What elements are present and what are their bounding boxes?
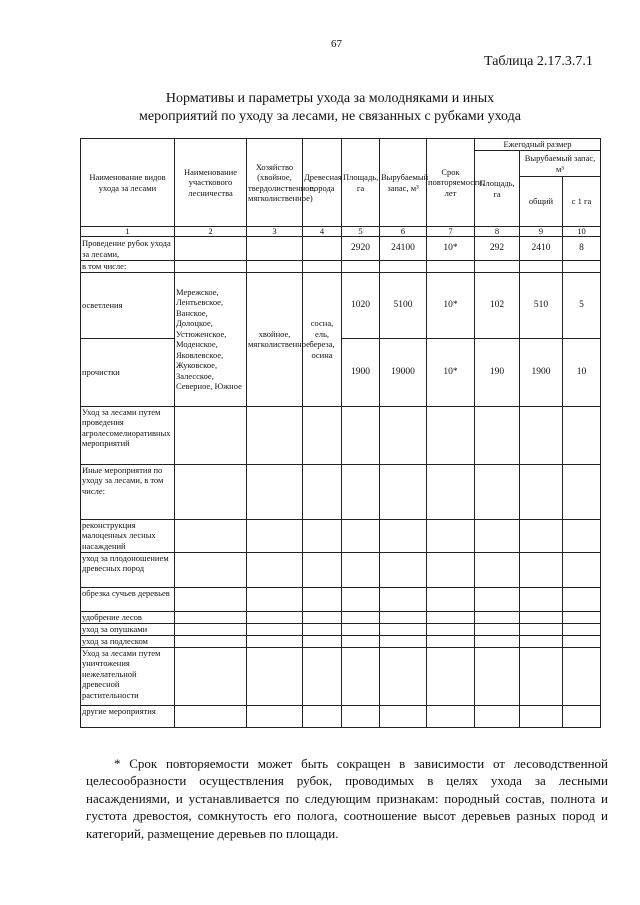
clarification-annual-total: 510 <box>520 272 563 338</box>
norms-table <box>80 138 601 728</box>
row-pruning: обрезка сучьев деревьев <box>81 587 175 611</box>
tree-species: сосна, ель, береза, осина <box>303 272 342 406</box>
row-misc: другие мероприятия <box>81 705 175 727</box>
table-row <box>81 635 601 647</box>
row-including: в том числе: <box>81 261 175 273</box>
row-other: Иные мероприятия по уходу за лесами, в том числе: <box>81 464 175 519</box>
cleaning-annual-per-ha: 10 <box>563 338 601 406</box>
header-annual-total: общий <box>520 177 563 227</box>
forestries-list: Мережское, Лентьевское, Ванское, Долоцкое, Устюженское, Моденское, Яковлевское, Жуковское, Залесское, Северное, Южное <box>175 272 247 406</box>
total-annual-total: 2410 <box>520 237 563 261</box>
row-edges: уход за опушками <box>81 623 175 635</box>
row-fertilizing: удобрение лесов <box>81 611 175 623</box>
table-row <box>81 237 601 261</box>
table-row <box>81 272 601 338</box>
total-annual-per-ha: 8 <box>563 237 601 261</box>
table-label: Таблица 2.17.3.7.1 <box>484 54 593 69</box>
header-species: Древесная порода <box>303 139 342 227</box>
col-index: 9 <box>520 227 563 237</box>
row-agro: Уход за лесами путем проведения агролесомелиоративных мероприятий <box>81 406 175 464</box>
table-row <box>81 519 601 552</box>
col-index: 10 <box>563 227 601 237</box>
row-removal: Уход за лесами путем уничтожения нежелательной древесной растительности <box>81 647 175 705</box>
header-forestry: Наименование участкового лесничества <box>175 139 247 227</box>
table-row <box>81 647 601 705</box>
total-annual-area: 292 <box>475 237 520 261</box>
title-line-2: мероприятий по уходу за лесами, не связанных с рубками ухода <box>139 109 521 124</box>
row-undergrowth: уход за подлеском <box>81 635 175 647</box>
row-clarification-name: осветления <box>81 272 175 338</box>
header-annual-stock: Вырубаемый запас, м³ <box>520 151 601 177</box>
col-index: 1 <box>81 227 175 237</box>
total-period: 10* <box>427 237 475 261</box>
table-row <box>81 587 601 611</box>
col-index: 5 <box>342 227 380 237</box>
cleaning-annual-area: 190 <box>475 338 520 406</box>
table-row <box>81 623 601 635</box>
title-line-1: Нормативы и параметры ухода за молодняками и иных <box>165 91 495 106</box>
col-index: 8 <box>475 227 520 237</box>
header-annual-size: Ежегодный размер <box>475 139 601 151</box>
clarification-annual-area: 102 <box>475 272 520 338</box>
clarification-stock: 5100 <box>380 272 427 338</box>
col-index: 6 <box>380 227 427 237</box>
cleaning-stock: 19000 <box>380 338 427 406</box>
header-annual-area: Площадь, га <box>475 151 520 227</box>
col-index: 7 <box>427 227 475 237</box>
footnote <box>86 755 608 842</box>
table-row <box>81 552 601 587</box>
cleaning-period: 10* <box>427 338 475 406</box>
cleaning-annual-total: 1900 <box>520 338 563 406</box>
row-cleaning-name: прочистки <box>81 338 175 406</box>
clarification-annual-per-ha: 5 <box>563 272 601 338</box>
col-index: 4 <box>303 227 342 237</box>
column-index-row <box>81 227 601 237</box>
row-reconstruction: реконструкция малоценных лесных насаждений <box>81 519 175 552</box>
header-area: Площадь, га <box>342 139 380 227</box>
cleaning-area: 1900 <box>342 338 380 406</box>
total-stock: 24100 <box>380 237 427 261</box>
economy-type: хвойное, мягколиственное <box>247 272 303 406</box>
col-index: 2 <box>175 227 247 237</box>
row-fruit: уход за плодоношением древесных пород <box>81 552 175 587</box>
footnote-text: * Срок повторяемости может быть сокращен в зависимости от лесоводственной целесообразности осуществления рубок, проводимых в целях ухода за лесными насаждениями, и устанавливается по следующим признакам: породный состав, полнота и густота древостоя, сомкнутость его полога, соотношение высот деревьев разных пород и категорий, размещение деревьев по площади. <box>86 756 608 841</box>
col-index: 3 <box>247 227 303 237</box>
header-period: Срок повторяемости, лет <box>427 139 475 227</box>
clarification-period: 10* <box>427 272 475 338</box>
table-row <box>81 406 601 464</box>
table-row <box>81 611 601 623</box>
table-title <box>80 90 580 126</box>
header-annual-per-ha: с 1 га <box>563 177 601 227</box>
page-number: 67 <box>331 38 342 50</box>
total-area: 2920 <box>342 237 380 261</box>
table-row <box>81 705 601 727</box>
table-row <box>81 464 601 519</box>
table-row <box>81 261 601 273</box>
header-stock: Вырубаемый запас, м³ <box>380 139 427 227</box>
header-economy: Хозяйство (хвойное, твердолиственное, мягколиственное) <box>247 139 303 227</box>
clarification-area: 1020 <box>342 272 380 338</box>
row-total-name: Проведение рубок ухода за лесами, <box>81 237 175 261</box>
header-type-of-care: Наименование видов ухода за лесами <box>81 139 175 227</box>
